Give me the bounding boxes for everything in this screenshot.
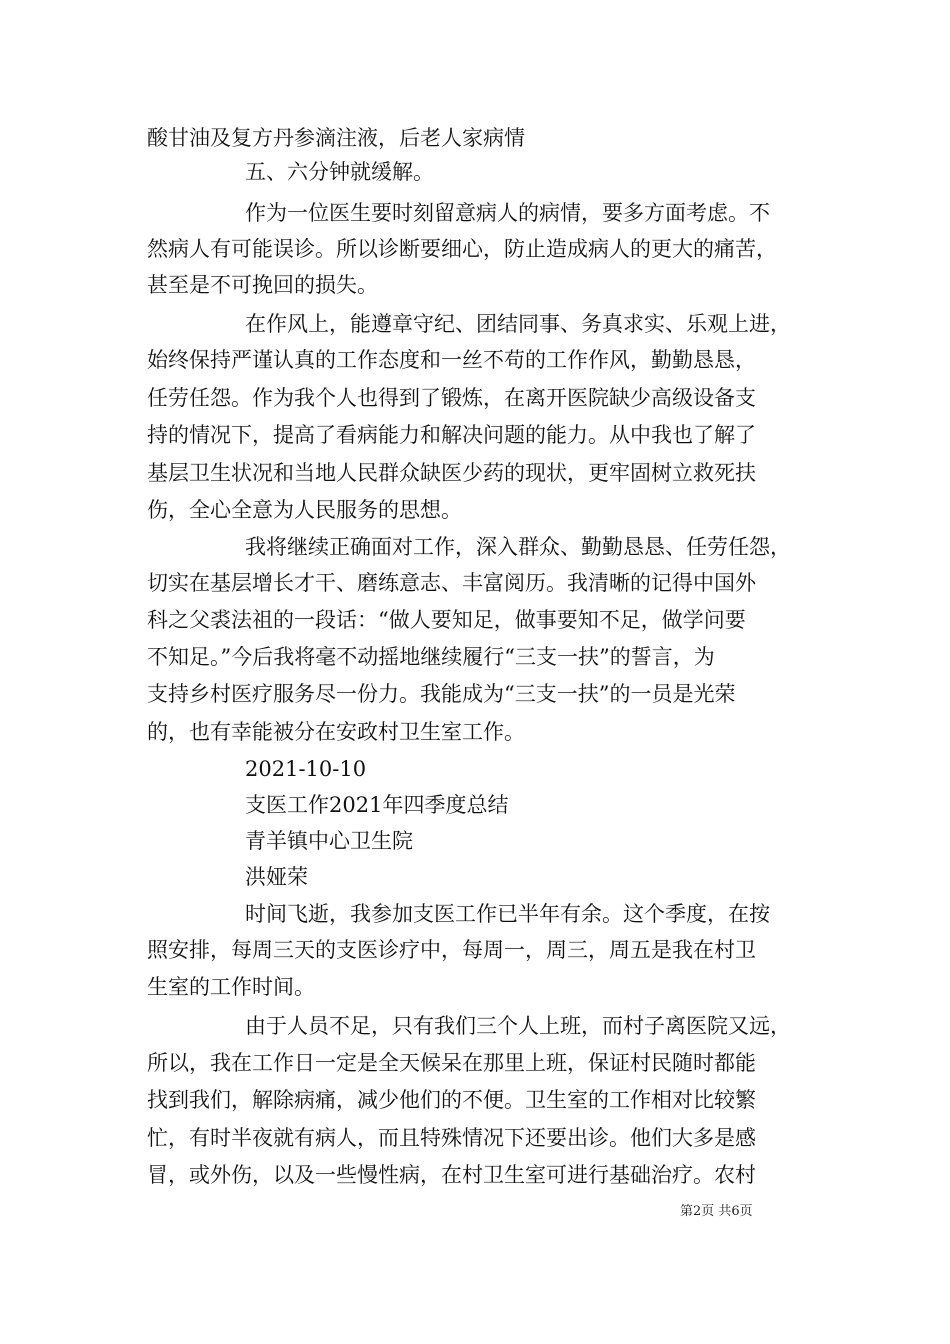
text-line: 科之父裘法祖的一段话：“做人要知足，做事要知不足，做学问要 bbox=[147, 608, 746, 632]
text-line: 时间飞逝，我参加支医工作已半年有余。这个季度，在按 bbox=[245, 902, 770, 926]
text-line: 然病人有可能误诊。所以诊断要细心，防止造成病人的更大的痛苦， bbox=[147, 237, 777, 261]
text-line: 忙，有时半夜就有病人，而且特殊情况下还要出诊。他们大多是感 bbox=[147, 1126, 756, 1150]
text-line: 作为一位医生要时刻留意病人的病情，要多方面考虑。不 bbox=[245, 201, 770, 225]
text-line: 由于人员不足，只有我们三个人上班，而村子离医院又远， bbox=[245, 1014, 791, 1038]
text-line: 的，也有幸能被分在安政村卫生室工作。 bbox=[147, 720, 525, 744]
text-line: 找到我们，解除病痛，减少他们的不便。卫生室的工作相对比较繁 bbox=[147, 1088, 756, 1112]
page-number-footer: 第2页 共6页 bbox=[680, 1204, 753, 1219]
text-line: 所以，我在工作日一定是全天候呆在那里上班，保证村民随时都能 bbox=[147, 1051, 756, 1075]
text-line: 冒，或外伤，以及一些慢性病，在村卫生室可进行基础治疗。农村 bbox=[147, 1163, 756, 1187]
text-line: 支医工作2021年四季度总结 bbox=[245, 793, 509, 817]
text-line: 不知足。”今后我将毫不动摇地继续履行“三支一扶”的誓言，为 bbox=[147, 645, 715, 669]
text-line: 持的情况下，提高了看病能力和解决问题的能力。从中我也了解了 bbox=[147, 423, 756, 447]
text-line: 基层卫生状况和当地人民群众缺医少药的现状，更牢固树立救死扶 bbox=[147, 461, 756, 485]
text-line: 始终保持严谨认真的工作态度和一丝不苟的工作作风，勤勤恳恳， bbox=[147, 348, 756, 372]
text-line: 照安排，每周三天的支医诊疗中，每周一，周三，周五是我在村卫 bbox=[147, 938, 756, 962]
text-line: 任劳任怨。作为我个人也得到了锻炼，在离开医院缺少高级设备支 bbox=[147, 386, 756, 410]
text-line: 2021-10-10 bbox=[245, 757, 367, 781]
text-line: 我将继续正确面对工作，深入群众、勤勤恳恳、任劳任怨， bbox=[245, 535, 791, 559]
text-line: 酸甘油及复方丹参滴注液，后老人家病情 bbox=[147, 126, 525, 150]
text-line: 五、六分钟就缓解。 bbox=[245, 160, 434, 184]
text-line: 青羊镇中心卫生院 bbox=[245, 829, 413, 853]
text-line: 支持乡村医疗服务尽一份力。我能成为“三支一扶”的一员是光荣 bbox=[147, 682, 736, 706]
text-line: 切实在基层增长才干、磨练意志、丰富阅历。我清晰的记得中国外 bbox=[147, 571, 756, 595]
text-line: 生室的工作时间。 bbox=[147, 975, 315, 999]
text-line: 在作风上，能遵章守纪、团结同事、务真求实、乐观上进， bbox=[245, 312, 791, 336]
text-line: 甚至是不可挽回的损失。 bbox=[147, 273, 378, 297]
text-line: 洪娅荣 bbox=[245, 865, 308, 889]
text-line: 伤，全心全意为人民服务的思想。 bbox=[147, 498, 462, 522]
